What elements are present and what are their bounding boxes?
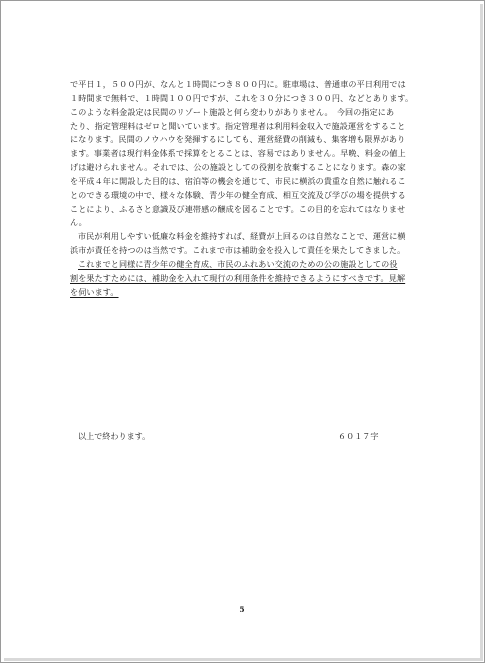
- body-line: ん。: [70, 217, 87, 228]
- body-line: 市民が利用しやすい低廉な料金を維持すれば、経費が上回るのは自然なことで、運営に横: [78, 231, 406, 242]
- body-line: を平成４年に開設した目的は、宿泊等の機会を通じて、市民に横浜の貴重な自然に触れるこ: [70, 175, 406, 186]
- character-count: ６０１７字: [338, 431, 379, 441]
- body-line: たり、指定管理料はゼロと聞いています。指定管理者は利用料金収入で施設運営をすること: [70, 120, 406, 131]
- underlined-line: これまでと同様に青少年の健全育成、市民のふれあい交流のための公の施設としての役: [78, 258, 398, 269]
- body-line: １時間まで無料で、１時間１００円ですが、これを３０分につき３００円、などとあります。: [70, 92, 414, 103]
- body-line: ます。事業者は現行料金体系で採算をとることは、容易ではありません。早晩、料金の値上: [70, 148, 406, 159]
- document-body: [70, 78, 415, 300]
- page-shadow-bottom: [4, 658, 483, 661]
- body-line: ことにより、ふるさと意識及び連帯感の醸成を図ることです。この目的を忘れてはなりませ: [70, 203, 406, 214]
- body-line: で平日１，５００円が、なんと１時間につき８００円に。駐車場は、普通車の平日利用では: [70, 79, 406, 89]
- page-shadow-right: [480, 4, 483, 661]
- underlined-line: を伺います。: [70, 286, 119, 297]
- body-line: とのできる環境の中で、様々な体験、青少年の健全育成、相互交流及び学びの場を提供する: [70, 189, 406, 200]
- body-line: げは避けられません。それでは、公の施設としての役割を放棄することになります。森の家: [70, 162, 406, 173]
- closing-text: 以上で終わります。: [78, 431, 151, 441]
- body-line: 浜市が責任を持つのは当然です。これまで市は補助金を投入して責任を果たしてきました。: [70, 245, 406, 256]
- underlined-line: 割を果たすためには、補助金を入れて現行の利用条件を維持できるようにすべきです。見解: [70, 272, 406, 283]
- body-line: になります。民間のノウハウを発揮するにしても、運営経費の削減も、集客増も限界があり: [70, 134, 406, 145]
- body-line: このような料金設定は民間のリゾート施設と何ら変わりがありません。 今回の指定にあ: [70, 106, 395, 117]
- page-number: 5: [239, 605, 245, 614]
